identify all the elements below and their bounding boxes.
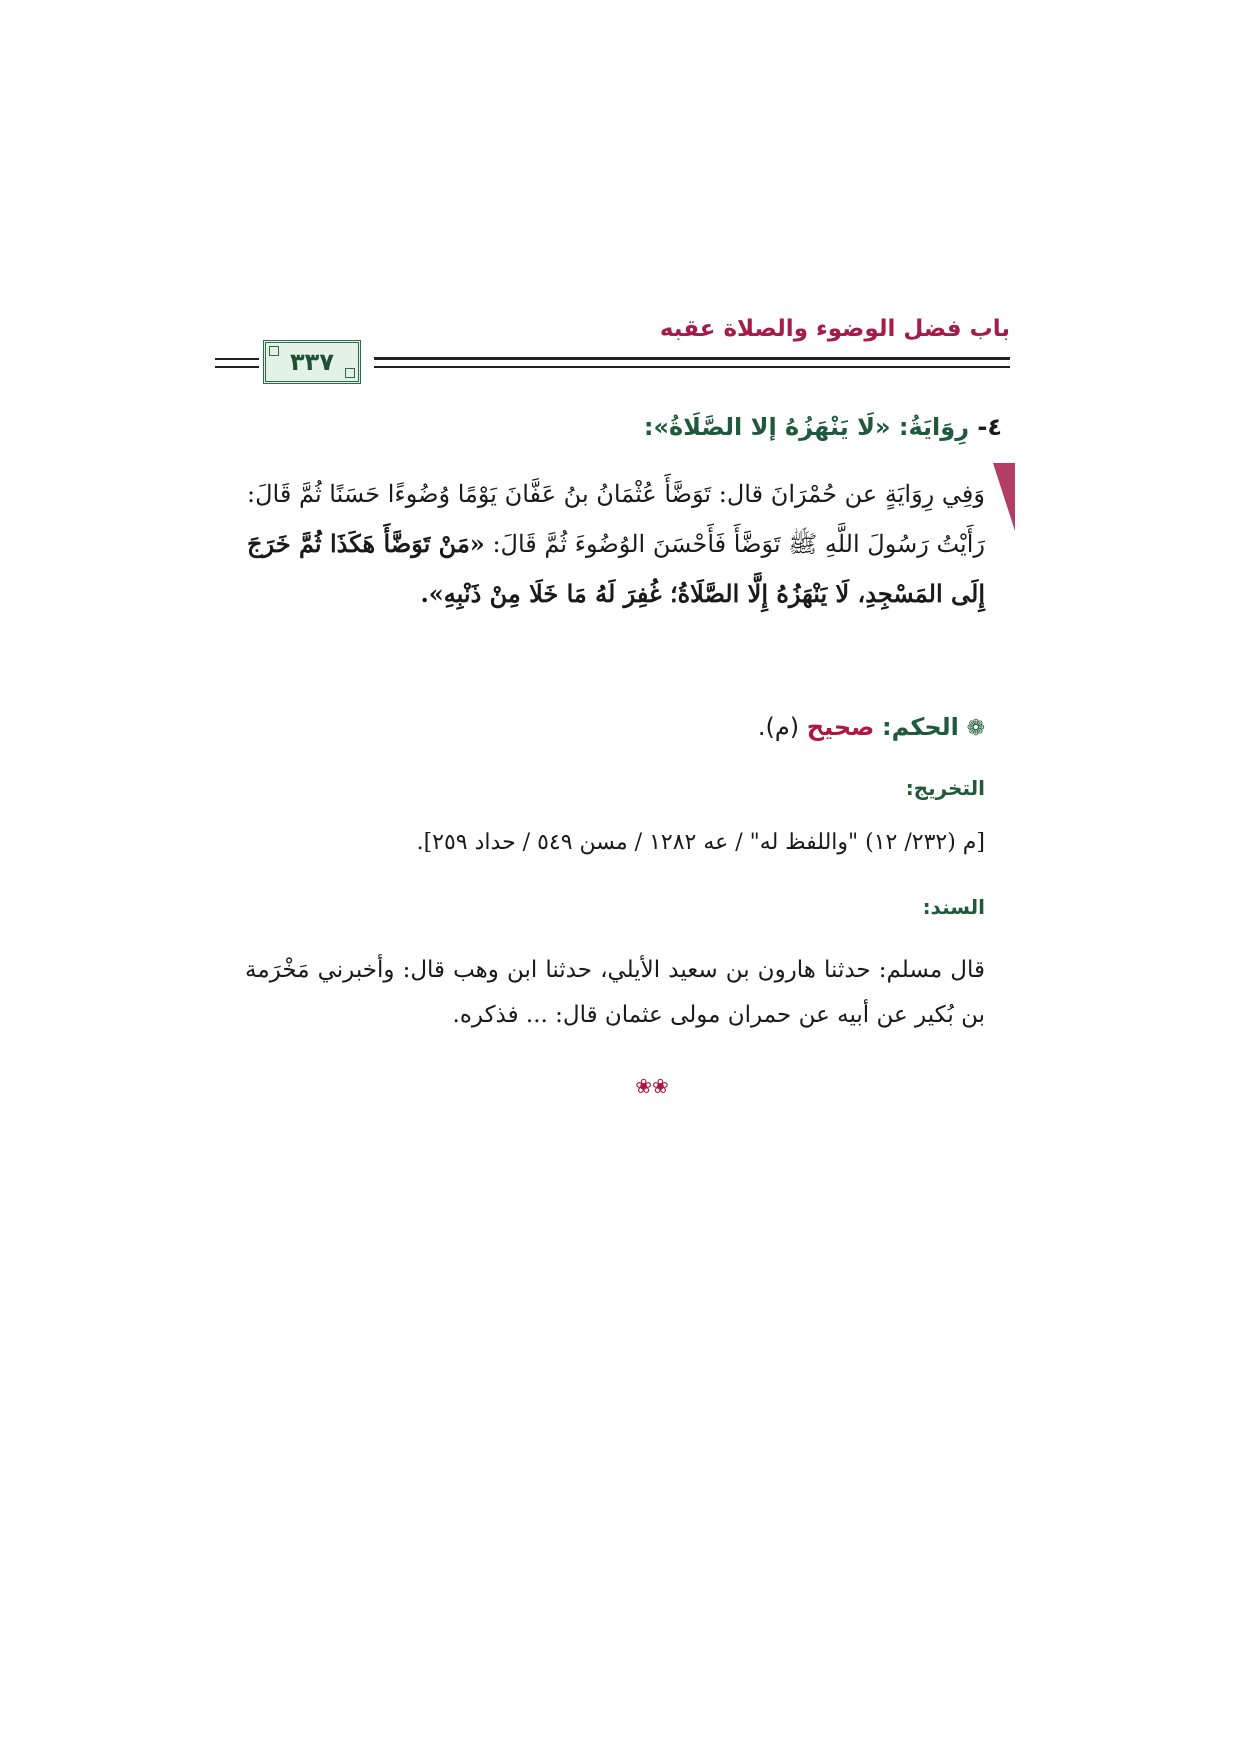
rosette-icon: ❁ bbox=[966, 716, 985, 741]
header-rule-left-bottom bbox=[215, 366, 259, 368]
page-header bbox=[215, 314, 1010, 384]
chapter-title: باب فضل الوضوء والصلاة عقبه bbox=[659, 316, 1010, 342]
hadith-quote: «مَنْ تَوَضَّأَ هَكَذَا ثُمَّ خَرَجَ إِلَى المَسْجِدِ، لَا يَنْهَزُهُ إِلَّا الصَّلَاةُ؛ غُفِرَ لَهُ مَا خَلَا مِنْ ذَنْبِهِ». bbox=[247, 529, 985, 608]
section-number: ٤- bbox=[977, 413, 1002, 441]
takhrij-label: التخريج: bbox=[905, 776, 985, 800]
header-rule-left-top bbox=[215, 358, 259, 360]
page-number: ٣٣٧ bbox=[290, 348, 334, 376]
hadith-text bbox=[247, 470, 985, 619]
sanad-text: قال مسلم: حدثنا هارون بن سعيد الأيلي، حدثنا ابن وهب قال: وأخبرني مَخْرَمة بن بُكير عن أبيه عن حمران مولى عثمان قال: ... فذكره. bbox=[245, 957, 985, 1028]
header-rule-top bbox=[374, 357, 1010, 360]
sanad-label: السند: bbox=[922, 895, 985, 919]
hadith-intro: وَفِي رِوَايَةٍ عن حُمْرَانَ قال: تَوَضَّأَ عُثْمَانُ بنُ عَفَّانَ يَوْمًا وُضُوءًا حَسَنًا ثُمَّ قَالَ: رَأَيْتُ رَسُولَ اللَّهِ ﷺ تَوَضَّأَ فَأَحْسَنَ الوُضُوءَ ثُمَّ قَالَ: bbox=[247, 480, 985, 558]
page-number-badge bbox=[263, 340, 361, 384]
section-end-ornament-icon bbox=[618, 1074, 686, 1098]
takhrij-text: [م (٢٣٢/ ١٢) "واللفظ له" / عه ١٢٨٢ / مسن ٥٤٩ / حداد ٢٥٩]. bbox=[416, 830, 985, 855]
ruling-suffix: (م). bbox=[757, 713, 800, 741]
ruling-line bbox=[758, 713, 985, 741]
ruling-value: صحيح bbox=[806, 713, 875, 741]
section-title: رِوَايَةُ: «لَا يَنْهَزُهُ إلا الصَّلَاةُ»: bbox=[643, 413, 970, 441]
header-rule-bottom bbox=[374, 366, 1010, 368]
ruling-label: الحكم: bbox=[882, 713, 959, 741]
section-heading bbox=[644, 413, 1002, 441]
corner-ornament-icon bbox=[993, 463, 1015, 531]
ornament-glyphs: ❀❀ bbox=[635, 1074, 669, 1098]
